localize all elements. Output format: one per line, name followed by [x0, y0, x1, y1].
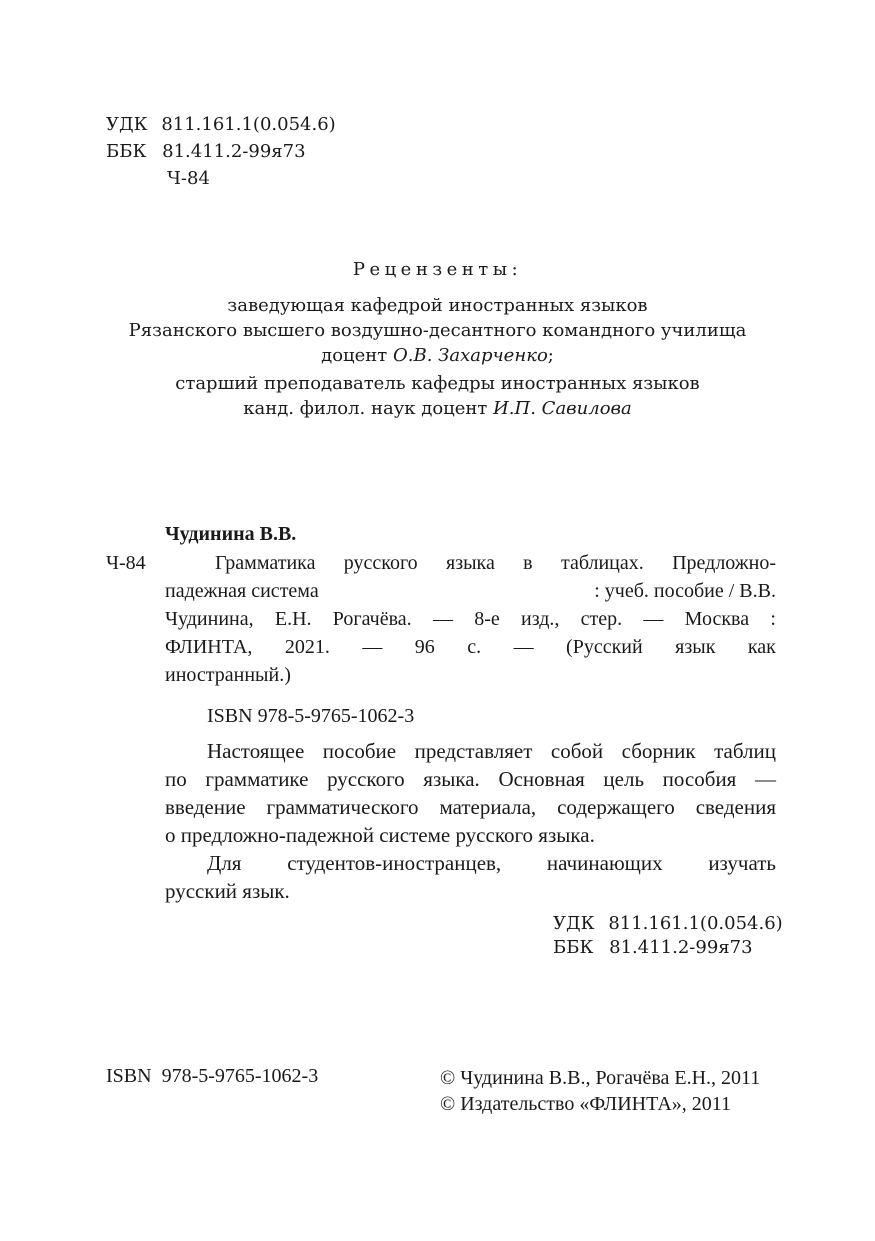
- bbk-value: 81.411.2-99я73: [162, 141, 306, 162]
- catalog-l3-w4: 8-е: [474, 608, 500, 630]
- reviewer-1-name: О.В. Захарченко: [392, 345, 548, 366]
- catalog-isbn: ISBN 978-5-9765-1062-3: [207, 705, 415, 727]
- catalog-l2-right: : учеб. пособие / В.В.: [594, 580, 776, 602]
- annotation-line-3: [165, 795, 776, 820]
- annotation-line-4: о предложно-падежной системе русского языка.: [165, 823, 595, 847]
- bottom-bbk-line: [553, 937, 753, 958]
- reviewers-heading: Рецензенты:: [352, 259, 523, 280]
- footer-copyright-publisher: © Издательство «ФЛИНТА», 2011: [440, 1093, 732, 1115]
- ann-l2-w0: по: [165, 767, 187, 791]
- catalog-l3-w6: стер.: [580, 608, 623, 630]
- annotation-line-6: русский язык.: [165, 879, 290, 903]
- ann-l2-w2: русского: [327, 767, 405, 791]
- catalog-line-2: [165, 580, 776, 603]
- annotation-line-1: [207, 739, 776, 764]
- bottom-udk-value: 811.161.1(0.054.6): [608, 913, 783, 934]
- ann-l1-w0: Настоящее: [207, 739, 305, 763]
- reviewer-line-4: старший преподаватель кафедры иностранных языков: [175, 373, 700, 394]
- reviewer-2-name: И.П. Савилова: [493, 398, 632, 419]
- ann-l5-w1: студентов-иностранцев,: [287, 851, 502, 875]
- catalog-l1-w5: Предложно-: [672, 552, 776, 574]
- catalog-l3-w7: —: [643, 608, 664, 630]
- catalog-l4-w0: ФЛИНТА,: [165, 636, 253, 658]
- top-bbk-line: [106, 141, 306, 162]
- footer-copyright-authors: © Чудинина В.В., Рогачёва Е.Н., 2011: [440, 1067, 761, 1089]
- reviewer-1-semicolon: ;: [547, 345, 554, 366]
- ann-l2-w6: пособия: [662, 767, 737, 791]
- top-author-mark: Ч-84: [167, 168, 210, 189]
- ann-l2-w3: языка.: [423, 767, 480, 791]
- catalog-line-1: [215, 552, 776, 575]
- catalog-l3-w5: изд.,: [520, 608, 560, 630]
- reviewer-line-2: Рязанского высшего воздушно-десантного командного училища: [128, 320, 747, 341]
- ann-l3-w0: введение: [165, 795, 246, 819]
- ann-l2-w7: —: [754, 767, 776, 791]
- catalog-l4-w3: 96: [414, 636, 435, 658]
- catalog-l4-w1: 2021.: [284, 636, 330, 658]
- bottom-udk-label: УДК: [553, 913, 595, 934]
- top-udk-line: [106, 114, 336, 135]
- catalog-l3-w8: Москва: [684, 608, 750, 630]
- footer-isbn: ISBN 978-5-9765-1062-3: [106, 1065, 319, 1087]
- catalog-l4-w2: —: [362, 636, 383, 658]
- ann-l1-w3: собой: [550, 739, 604, 763]
- ann-l3-w4: сведения: [695, 795, 776, 819]
- bbk-label: ББК: [106, 141, 147, 162]
- ann-l5-w0: Для: [207, 851, 242, 875]
- udk-value: 811.161.1(0.054.6): [161, 114, 336, 135]
- ann-l1-w1: пособие: [322, 739, 397, 763]
- catalog-l1-w0: Грамматика: [215, 552, 316, 574]
- ann-l3-w3: содержащего: [557, 795, 675, 819]
- ann-l1-w4: сборник: [621, 739, 696, 763]
- catalog-line-5: иностранный.): [165, 664, 291, 686]
- bottom-bbk-value: 81.411.2-99я73: [609, 937, 753, 958]
- catalog-l4-w6: (Русский: [566, 636, 643, 658]
- catalog-l1-w1: русского: [343, 552, 418, 574]
- catalog-l3-w2: Рогачёва.: [332, 608, 412, 630]
- annotation-line-5: [207, 851, 776, 876]
- catalog-l4-w7: язык: [675, 636, 716, 658]
- catalog-mark: Ч-84: [106, 552, 146, 574]
- ann-l2-w1: грамматике: [205, 767, 309, 791]
- ann-l5-w3: изучать: [708, 851, 776, 875]
- catalog-l4-w5: —: [513, 636, 534, 658]
- catalog-line-4: [165, 636, 776, 659]
- ann-l1-w2: представляет: [414, 739, 533, 763]
- catalog-l3-w1: Е.Н.: [274, 608, 312, 630]
- reviewer-line-5: [0, 398, 875, 419]
- reviewer-2-title: канд. филол. наук доцент: [243, 398, 488, 419]
- ann-l2-w4: Основная: [498, 767, 585, 791]
- catalog-author-heading: Чудинина В.В.: [165, 523, 297, 545]
- ann-l2-w5: цель: [603, 767, 645, 791]
- catalog-l3-w0: Чудинина,: [165, 608, 254, 630]
- catalog-l3-w9: :: [770, 608, 776, 630]
- udk-label: УДК: [106, 114, 148, 135]
- catalog-l2-left: падежная система: [165, 580, 319, 602]
- bottom-bbk-label: ББК: [553, 937, 594, 958]
- annotation-line-2: [165, 767, 776, 792]
- ann-l1-w5: таблиц: [714, 739, 776, 763]
- bottom-udk-line: [553, 913, 783, 934]
- catalog-line-3: [165, 608, 776, 631]
- catalog-l4-w4: с.: [467, 636, 482, 658]
- reviewer-line-1: заведующая кафедрой иностранных языков: [227, 295, 648, 316]
- catalog-l1-w2: языка: [446, 552, 495, 574]
- ann-l3-w2: материала,: [439, 795, 537, 819]
- reviewer-line-3: [0, 345, 875, 366]
- catalog-l1-w4: таблицах.: [560, 552, 644, 574]
- reviewer-1-title: доцент: [321, 345, 388, 366]
- catalog-l4-w8: как: [747, 636, 776, 658]
- catalog-l1-w3: в: [523, 552, 533, 574]
- ann-l3-w1: грамматического: [266, 795, 419, 819]
- catalog-l3-w3: —: [432, 608, 453, 630]
- ann-l5-w2: начинающих: [546, 851, 663, 875]
